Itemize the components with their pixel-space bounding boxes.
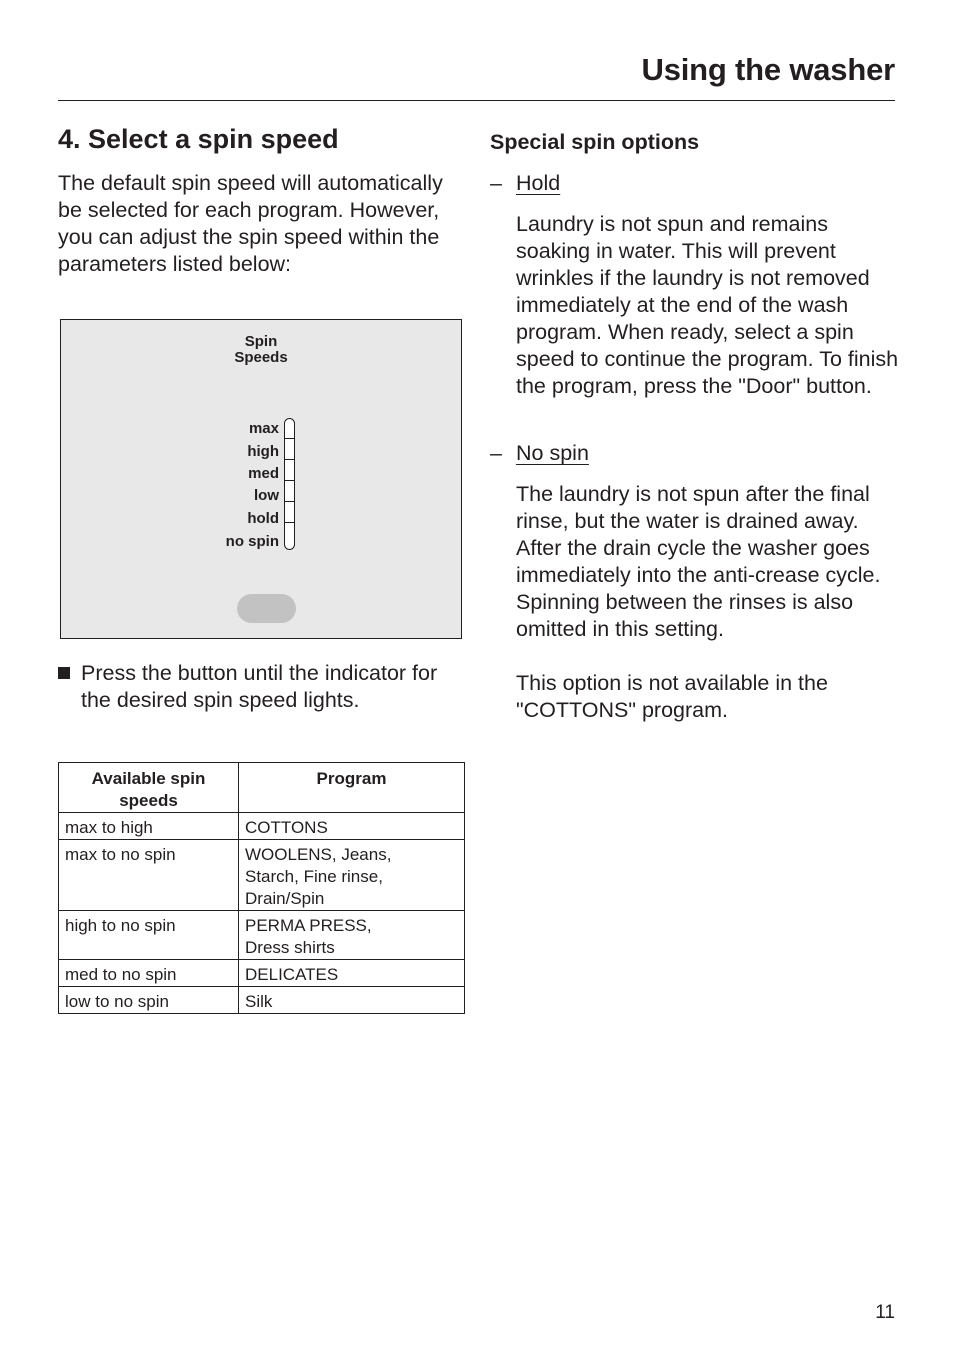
table-cell-program: Silk — [239, 987, 465, 1014]
table-cell-speed: med to no spin — [59, 960, 239, 987]
instruction-item — [58, 660, 468, 714]
indicator-light-no-spin — [284, 523, 295, 550]
dash-marker: – — [490, 171, 502, 195]
indicator-light-hold — [284, 502, 295, 523]
level-label-low: low — [254, 487, 279, 504]
header-divider — [58, 100, 895, 101]
dash-marker: – — [490, 441, 502, 465]
intro-text: The default spin speed will automatically be selected for each program. However, you can adjust the spin speed within the parameters listed below: — [58, 171, 443, 276]
page-number: 11 — [875, 1302, 895, 1323]
page-header-title: Using the washer — [641, 52, 895, 87]
option-label-no-spin: No spin — [516, 441, 589, 465]
spin-speed-button[interactable] — [237, 594, 296, 623]
panel-caption-line2: Speeds — [234, 349, 288, 366]
spin-speed-control-panel — [60, 319, 462, 639]
panel-caption — [211, 334, 311, 366]
table-cell-program: WOOLENS, Jeans, Starch, Fine rinse, Drain/Spin — [239, 840, 465, 911]
panel-caption-line1: Spin — [244, 333, 278, 350]
indicator-light-high — [284, 439, 295, 460]
table-row — [59, 911, 465, 960]
special-options-heading: Special spin options — [490, 130, 700, 154]
table-cell-program: COTTONS — [239, 813, 465, 840]
table-row — [59, 813, 465, 840]
intro-paragraph — [58, 170, 466, 278]
indicator-light-low — [284, 481, 295, 502]
spin-speed-table — [58, 762, 465, 1014]
option-label-hold: Hold — [516, 171, 561, 195]
indicator-light-med — [284, 460, 295, 481]
level-label-hold: hold — [247, 510, 279, 527]
table-header-program: Program — [239, 763, 465, 813]
square-bullet-icon — [58, 667, 70, 679]
no-spin-note-text: This option is not available in the "COTTONS" program. — [516, 671, 828, 722]
table-row — [59, 840, 465, 911]
option-description-hold — [516, 211, 900, 400]
table-cell-speed: max to no spin — [59, 840, 239, 911]
table-cell-program: DELICATES — [239, 960, 465, 987]
table-header-row — [59, 763, 465, 813]
table-cell-speed: max to high — [59, 813, 239, 840]
table-header-spin-speeds: Available spin speeds — [59, 763, 239, 813]
level-label-no-spin: no spin — [225, 533, 279, 550]
option-description-no-spin — [516, 481, 900, 643]
instruction-text: Press the button until the indicator for the desired spin speed lights. — [81, 661, 438, 712]
section-title: 4. Select a spin speed — [58, 124, 339, 154]
table-cell-program: PERMA PRESS, Dress shirts — [239, 911, 465, 960]
option-note-no-spin — [516, 670, 900, 724]
level-label-high: high — [247, 443, 279, 460]
level-label-max: max — [248, 420, 279, 437]
table-cell-speed: low to no spin — [59, 987, 239, 1014]
table-cell-speed: high to no spin — [59, 911, 239, 960]
no-spin-description-text: The laundry is not spun after the final rinse, but the water is drained away. After the drain cycle the washer goes immediately into the anti-crease cycle. Spinning between the rinses is also omitted in this setting. — [516, 482, 881, 641]
table-row — [59, 987, 465, 1014]
level-label-med: med — [248, 465, 279, 482]
indicator-light-max — [284, 418, 295, 439]
table-row — [59, 960, 465, 987]
hold-description-text: Laundry is not spun and remains soaking in water. This will prevent wrinkles if the laundry is not removed immediately at the end of the wash program. When ready, select a spin speed to continue the program. To finish the program, press the "Door" button. — [516, 212, 899, 398]
